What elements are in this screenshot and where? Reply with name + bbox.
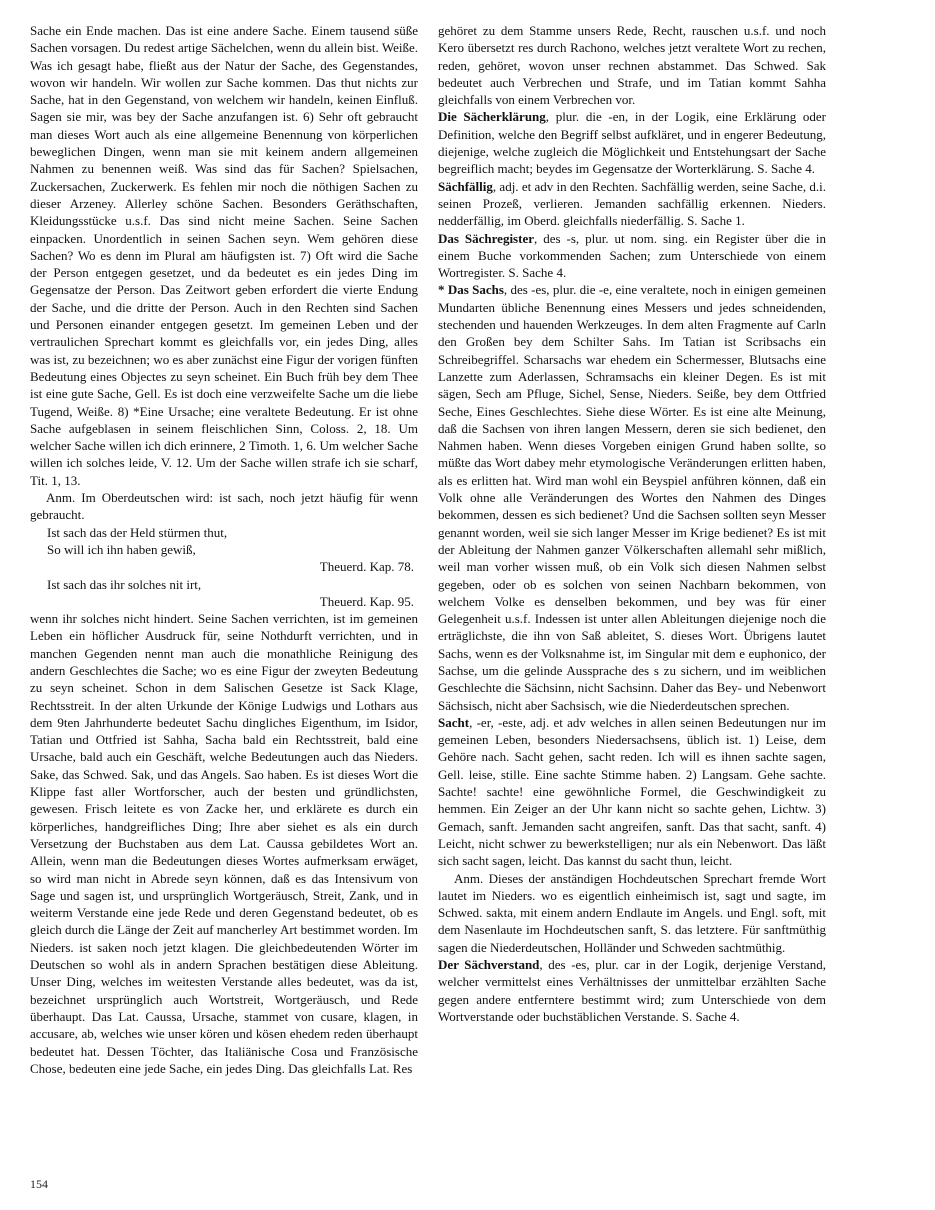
- entry-body: , des -es, plur. die -e, eine veraltete, noch in einigen gemeinen Mundarten übliche Benennung eines Messers und jedes schneidenden, stechenden und hauenden Werkzeuges. In dem alten Fragmente auf Carln den Großen bey dem Schilter Sahs. Im Tatian ist Scribsachs ein Schreibegriffel. Scharsachs war ehedem ein Schermesser, Blutsachs eine Lanzette zum Aderlassen, Schramsachs ein kleiner Degen. Es ist mit sägen, Sech am Pfluge, Sichel, Sense, Nieders. Seiße, bey dem Ottfried Seche, Eines Geschlechtes. Siehe diese Wörter. Es ist eine alte Meinung, daß die Sachsen von ihren langen Messern, deren sie sich bedienet, den Nahmen haben. Wenn dieses Vorgeben einigen Grund haben sollte, so müßte das Wort dabey mehr etymologische Veränderungen erlitten haben, als es erlitten hat. Wird man wohl ein Beyspiel anführen können, daß ein Volk ohne alle Veränderungen des Wortes den Nahmen des Dinges bekommen, dessen es sich bedienet? Und die Sachsen sollten seyn Messer genannt worden, weil sie sich langer Messer im Krige bedienet? Es ist mit der Ableitung der Nahmen ganzer Völkerschaften allemahl sehr mißlich, weil man vorher wissen muß, ob ein Volk sich diesen Nahmen selbst gegeben, oder ob es solchen von seinen Nachbarn bekommen, von welchem Volke es denselben bekommen, und bey was für einer Gelegenheit u.s.f. Indessen ist unter allen Ableitungen diejenige noch die erträglichste, die ihn von Saß ableitet, S. dieses Wort. Übrigens lautet Sachs, wenn es der Volksnahme ist, im Singular mit dem e euphonico, der Sachse, um die gelinde Aussprache des s zu sichern, und im weiblichen Geschlechte die Sächsinn, nicht Sachsinn. Daher das Bey- und Nebenwort Sächsisch, nicht aber Sachsisch, wie die Niederdeutschen sprechen.: [438, 282, 826, 713]
- citation: Theuerd. Kap. 95.: [319, 593, 414, 609]
- entry-sacht: [438, 714, 826, 870]
- entry-saecherklaerung: [438, 108, 826, 177]
- left-column: [30, 22, 418, 1077]
- entry-headword: Sächfällig: [438, 178, 493, 194]
- right-column: [438, 22, 826, 1025]
- etymology-paragraph: wenn ihr solches nicht hindert. Seine Sachen verrichten, ist im gemeinen Leben ein höflicher Ausdruck für, seine Nothdurft verrichten, und in manchen Gegenden nennt man auch die monathliche Reinigung des andern Geschlechtes die Sache; wo es eine Figur der zweyten Bedeutung zu seyn scheinet. Schon in dem Salischen Gesetze ist Sack Klage, Rechtsstreit. In der alten Urkunde der Könige Ludwigs und Lothars aus dem 9ten Jahrhunderte bedeutet Sachu dingliches Eigenthum, im Isidor, Tatian und Ottfried ist Sahha, Sacha bald ein Rechtsstreit, bald eine Ursache, bald auch ein Geschäft, welche Bedeutungen auch das Nieders. Sake, das Schwed. Sak, und das Angels. Sao haben. Es ist dieses Wort die Klippe fast aller Wortforscher, auch der besten und gründlichsten, gewesen. Frisch leitete es von Zacke her, und erklärete es durch ein körperliches, handgreifliches Ding; Ihre aber siehet es als ein durch Versetzung der Buchstaben aus dem Lat. Caussa gebildetes Wort an. Allein, wenn man die Bedeutungen dieses Wortes aufmerksam erwäget, so wird man nicht in Abrede seyn können, daß es das Intensivum von Sage und sagen ist, und ursprünglich Wortgeräusch, Streit, Zank, und in weiterm Verstande eine jede Rede und deren Gegenstand bedeutet, ob es gleich durch die Länge der Zeit auf mancherley Art bestimmet worden. Im Nieders. ist saken noch jetzt klagen. Die gleichbedeutenden Wörter im Deutschen so wohl als in andern Sprachen bestätigen diese Ableitung. Unser Ding, welches im weitesten Verstande alles bedeutet, was da ist, bezeichnet ursprünglich auch Wortstreit, Wortgeräusch, und Rede überhaupt. Das Lat. Caussa, Ursache, stammet von cusare, klagen, in accusare, ab, welches wie unser kören und kösen ehedem reden überhaupt bedeutet hat. Dessen Töchter, das Italiänische Cosa und Französische Chose, bedeuten eine jede Sache, ein jedes Ding. Das gleichfalls Lat. Res: [30, 611, 418, 1076]
- entry-saechfaellig: [438, 178, 826, 230]
- citation: Theuerd. Kap. 78.: [319, 559, 414, 575]
- entry-headword: Das Sächregister: [438, 230, 534, 246]
- entry-headword: * Das Sachs: [438, 282, 504, 298]
- entry-saechregister: [438, 230, 826, 282]
- verse-line: Ist sach das der Held stürmen thut,: [47, 524, 228, 540]
- sache-continuation: Sache ein Ende machen. Das ist eine andere Sache. Einem tausend süße Sachen vorsagen. Du redest artige Sächelchen, wenn du allein bist. Weiße. Was ich gesagt habe, fließt aus der Natur der Sache, des Gegenstandes, wovon wir handeln. Wir wollen zur Sache kommen. Das thut nichts zur Sache, hat in den Gegenstand, von welchem wir handeln, keinen Einfluß. Sagen sie mir, was bey der Sache anzufangen ist. 6) Sehr oft gebraucht man dieses Wort auch als eine allgemeine Benennung von körperlichen beweglichen Dingen, wenn man sie mit keinem andern allgemeinen Nahmen zu benennen weiß. Was sind das für Sachen? Spielsachen, Zuckersachen, Zuckerwerk. Es fehlen mir noch die nöthigen Sachen zu dieser Arzeney. Allerley schöne Sachen. Besonders Geräthschaften, Kleidungsstücke u.s.f. Das sind nicht meine Sachen. Seine Sachen einpacken. Unordentlich in seinen Sachen seyn. Wem gehören diese Sachen? Wo es denn im Plural am häufigsten ist. 7) Oft wird die Sache der Person entgegen gesetzet, und da bedeutet es ein jedes Ding im Gegensatze der Person. Das Zeitwort geben erfordert die vierte Endung der Sache, und die dritte der Person. Auch in den Rechten sind Sachen und Personen einander entgegen gesetzt. Im gemeinen Leben und der vertraulichen Sprechart kommt es gleichfalls vor, ein jedes Ding, alles was ist, zu bezeichnen; wo es aber zunächst eine Figur der vorigen fünften Bedeutung eines Objectes zu seyn scheinet. Ein Buch früh bey dem Thee ist eine gute Sache, Gell. Es ist doch eine verzweifelte Sache um die liebe Tugend, Weiße. 8) *Eine Ursache; eine veraltete Bedeutung. Er ist ohne Sache aufgeblasen in seinem fleischlichen Sinn, Coloss. 2, 18. Um welcher Sache willen ich dich erinnere, 2 Timoth. 1, 6. Um welcher Sache willen ich solches leide, V. 12. Um der Sache willen strafe ich sie scharf, Tit. 1, 13.: [30, 23, 418, 488]
- entry-saechverstand: [438, 956, 826, 1025]
- entry-body: , des -es, plur. car in der Logik, derjenige Verstand, welcher vermittelst eines Verhältnisses der unmittelbar erzählten Sache gegen andere entferntere bestimmt wird; zum Unterschiede von dem Wortverstande oder buchstäblichen Verstande. S. Sache 4.: [438, 957, 827, 1024]
- etymology-continuation: gehöret zu dem Stamme unsers Rede, Recht, rauschen u.s.f. und noch Kero übersetzt res durch Rachono, welches jetzt veraltete Wort zu rechen, reden, gehöret, wovon unser rechnen abstammet. Das Schwed. Sak bedeutet auch Verbrechen und Strafe, und im Tatian kommt Sahha gleichfalls von einem Verbrechen vor.: [438, 23, 826, 108]
- anmerkung: Anm. Im Oberdeutschen wird: ist sach, noch jetzt häufig für wenn gebraucht.: [30, 490, 418, 523]
- entry-headword: Der Sächverstand: [438, 957, 540, 973]
- entry-headword: Sacht: [438, 714, 470, 730]
- entry-body: , adj. et adv in den Rechten. Sachfällig werden, seine Sache, d.i. seinen Prozeß, verlieren. Jemanden sachfällig erkennen. Nieders. nedderfällig, im Oberd. gleichfalls niederfällig. S. Sache 1.: [438, 178, 826, 229]
- entry-body: , -er, -este, adj. et adv welches in allen seinen Bedeutungen nur im gemeinen Leben, besonders Niedersachsens, üblich ist. 1) Leise, dem Gehöre nach. Sacht gehen, sacht reden. Ich will es ihnen sachte sagen, Gell. leise, stille. Eine sachte Stimme haben. 2) Langsam. Gehe sachte. Sachte! sachte! eine gewöhnliche Formel, die Geschwindigkeit zu hemmen. Ein Zeiger an der Uhr kann nicht so sachte gehen, Lichtw. 3) Gemach, sanft. Jemanden sacht angreifen, sanft. Das that sacht, sanft. 4) Leicht, nicht schwer zu bewerkstelligen; nur als ein Nebenwort. Das läßt sich sacht sagen, leicht. Das kannst du sacht thun, leicht.: [438, 714, 826, 869]
- entry-body: , des -s, plur. ut nom. sing. ein Register über die in einem Buche vorkommenden Sachen; zum Unterschiede von einem Wortregister. S. Sache 4.: [438, 230, 826, 281]
- anmerkung: Anm. Dieses der anständigen Hochdeutschen Sprechart fremde Wort lautet im Nieders. wo es eigentlich einheimisch ist, sagt und sagte, im Schwed. sakta, mit einem andern Endlaute im Angels. und Engl. soft, mit dem Nasenlaute im Hochdeutschen sanft, S. das letztere. Für sanftmüthig sagen die Niederdeutschen, Holländer und Schweden sachtmüthig.: [438, 870, 826, 955]
- page-number: 154: [30, 1177, 48, 1191]
- verse-line: So will ich ihn haben gewiß,: [47, 541, 196, 557]
- verse-line: Ist sach das ihr solches nit irt,: [47, 576, 202, 592]
- entry-sachs: [438, 281, 826, 713]
- entry-headword: Die Sächerklärung: [438, 109, 546, 125]
- entry-body: , plur. die -en, in der Logik, eine Erklärung oder Definition, welche den Begriff selbst aufkläret, und in engerer Bedeutung, diejenige, welche zugleich die Möglichkeit und Entstehungsart der Sache begreiflich macht; beydes im Gegensatze der Worterklärung. S. Sache 4.: [438, 109, 826, 177]
